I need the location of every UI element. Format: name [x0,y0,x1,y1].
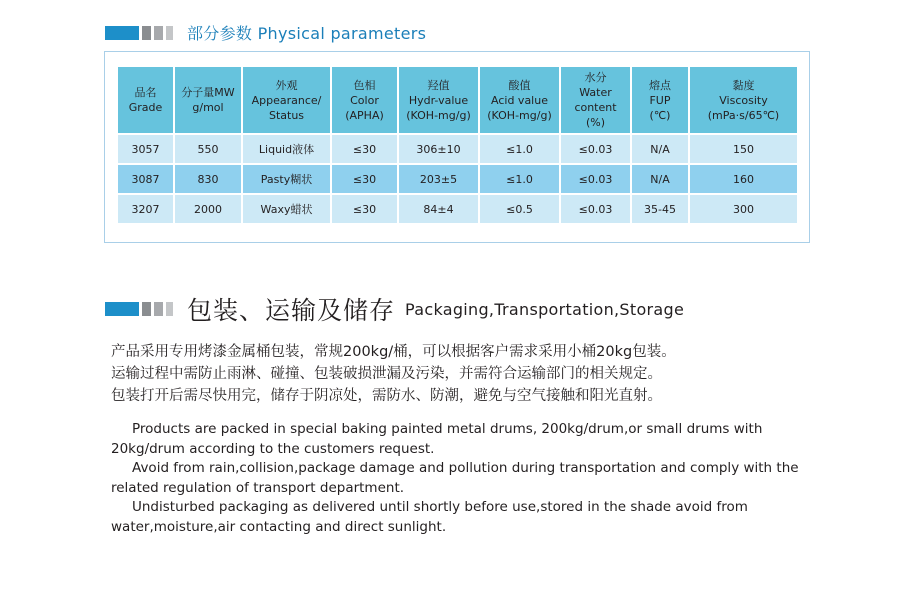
section-title-en: Packaging,Transportation,Storage [405,299,685,319]
section-bar-icon [105,302,173,316]
table-cell: 3057 [118,135,173,163]
table-row [118,135,797,163]
table-cell: 2000 [175,195,241,223]
section-bar-icon [105,26,173,40]
table-header-cell [175,67,241,133]
table-header-cell [480,67,559,133]
header-text: Color [350,93,379,107]
table-cell: ≤30 [332,195,397,223]
table-cell: ≤0.03 [561,195,630,223]
table-cell: 306±10 [399,135,478,163]
table-row [118,195,797,223]
section-header-packaging [105,291,684,327]
header-text: 外观 [275,78,298,92]
table-header-cell [118,67,173,133]
table-cell: 84±4 [399,195,478,223]
header-text: 品名 [134,86,157,99]
header-text: 熔点 [649,78,671,92]
table-cell: Liquid液体 [243,135,330,163]
header-text: (%) [585,116,606,129]
table-header-row [118,67,797,133]
table-cell: 150 [690,135,797,163]
header-text: 色相 [353,78,376,92]
parameters-table [116,65,799,225]
table-row [118,165,797,193]
header-text: (℃) [649,108,671,122]
table-header-cell [690,67,797,133]
table-header-cell [632,67,688,133]
table-cell: ≤0.03 [561,165,630,193]
header-text: content [574,101,617,114]
table-cell: Waxy蜡状 [243,195,330,223]
section-header-physical-parameters [105,21,426,44]
table-cell: 3087 [118,165,173,193]
table-cell: 203±5 [399,165,478,193]
table-cell: 830 [175,165,241,193]
header-text: 分子量MW [181,86,235,99]
header-text: (mPa·s/65℃) [707,108,780,122]
cn-line: 运输过程中需防止雨淋、碰撞、包装破损泄漏及污染，并需符合运输部门的相关规定。 [111,366,662,382]
table-cell: ≤1.0 [480,165,559,193]
table-cell: N/A [632,135,688,163]
header-text: Grade [128,101,163,114]
header-text: (KOH-mg/g) [487,108,552,122]
cn-line: 包装打开后需尽快用完，储存于阴凉处，需防水、防潮，避免与空气接触和阳光直射。 [111,388,662,404]
parameters-table-frame [104,51,810,243]
table-cell: Pasty糊状 [243,165,330,193]
header-text: Viscosity [719,93,768,107]
packaging-text-en [111,420,831,538]
table-cell: ≤30 [332,165,397,193]
en-paragraph: Products are packed in special baking painted metal drums, 200kg/drum,or small drums with 20kg/drum according to the customers request. [111,421,763,457]
section-title: 部分参数 Physical parameters [187,24,427,43]
table-cell: ≤0.03 [561,135,630,163]
cn-line: 产品采用专用烤漆金属桶包装，常规200kg/桶，可以根据客户需求采用小桶20kg包装。 [111,344,676,360]
header-text: Water [579,86,612,99]
en-paragraph: Avoid from rain,collision,package damage and pollution during transportation and comply with the related regulation of transport department. [111,460,799,496]
packaging-text-cn [111,341,676,407]
header-text: Hydr-value [408,93,469,107]
table-header-cell [332,67,397,133]
header-text: g/mol [192,101,224,114]
header-text: Acid value [491,93,548,107]
section-title-cn: 包装、运输及储存 [187,296,396,325]
table-cell: 550 [175,135,241,163]
table-header-cell [561,67,630,133]
header-text: Appearance/ [251,93,322,107]
header-text: FUP [649,93,671,107]
table-cell: ≤30 [332,135,397,163]
table-cell: 3207 [118,195,173,223]
header-text: 黏度 [732,78,755,92]
table-header-cell [243,67,330,133]
table-cell: 300 [690,195,797,223]
header-text: (APHA) [345,108,384,122]
en-paragraph: Undisturbed packaging as delivered until shortly before use,stored in the shade avoid from water,moisture,air contacting and direct sunlight. [111,499,748,535]
table-cell: ≤1.0 [480,135,559,163]
table-cell: ≤0.5 [480,195,559,223]
table-header-cell [399,67,478,133]
header-text: 水分 [584,71,607,84]
table-cell: N/A [632,165,688,193]
header-text: (KOH-mg/g) [406,108,471,122]
table-cell: 160 [690,165,797,193]
header-text: 酸值 [508,78,531,92]
header-text: Status [268,108,305,122]
table-cell: 35-45 [632,195,688,223]
header-text: 羟值 [427,78,450,92]
